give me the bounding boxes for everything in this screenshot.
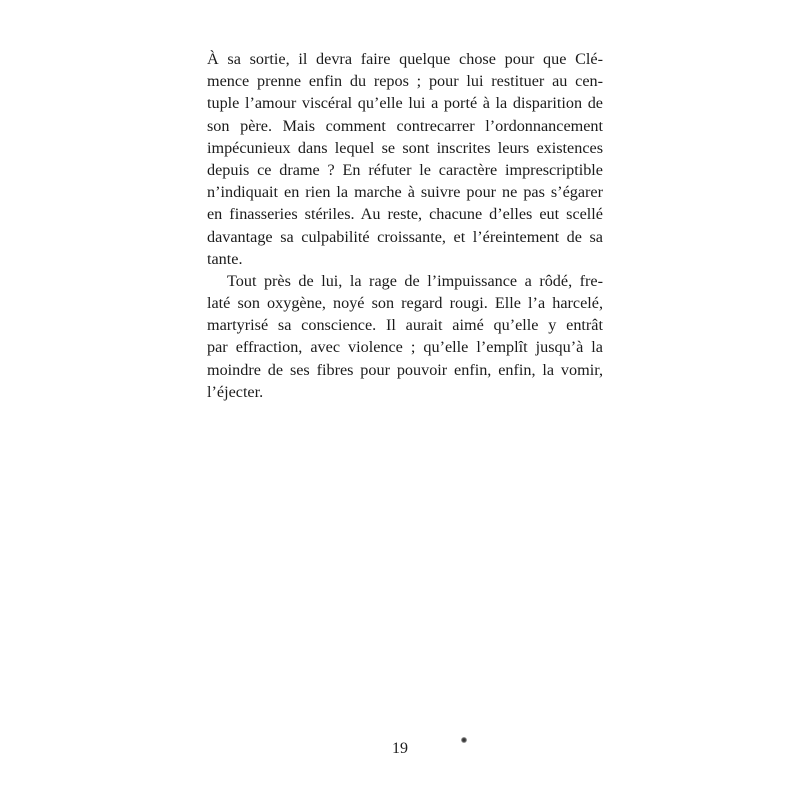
text-line: tuple l’amour viscéral qu’elle lui a porté à la disparition de: [207, 94, 603, 113]
text-line: martyrisé sa conscience. Il aurait aimé qu’elle y entrât: [207, 316, 603, 335]
text-line: moindre de ses fibres pour pouvoir enfin, enfin, la vomir,: [207, 360, 603, 379]
paragraph-1: [207, 48, 603, 270]
text-line: n’indiquait en rien la marche à suivre pour ne pas s’égarer: [207, 183, 603, 202]
text-line: en finasseries stériles. Au reste, chacune d’elles eut scellé: [207, 205, 603, 224]
text-line: Tout près de lui, la rage de l’impuissance a rôdé, fre-: [227, 271, 603, 290]
paragraph-2: [207, 270, 603, 403]
text-line: impécunieux dans lequel se sont inscrites leurs existences: [207, 138, 603, 157]
text-line: davantage sa culpabilité croissante, et l’éreintement de sa: [207, 227, 603, 246]
text-line: depuis ce drame ? En réfuter le caractère imprescriptible: [207, 160, 603, 179]
text-line: laté son oxygène, noyé son regard rougi. Elle l’a harcelé,: [207, 294, 603, 313]
text-line: son père. Mais comment contrecarrer l’ordonnancement: [207, 116, 603, 135]
page-number: 19: [392, 740, 408, 757]
text-line: tante.: [207, 249, 243, 268]
text-line: l’éjecter.: [207, 382, 264, 401]
text-line: mence prenne enfin du repos ; pour lui restituer au cen-: [207, 72, 603, 91]
text-line: par effraction, avec violence ; qu’elle l’emplît jusqu’à la: [207, 338, 603, 357]
body-text: [207, 48, 603, 403]
text-line: À sa sortie, il devra faire quelque chose pour que Clé-: [207, 50, 603, 68]
